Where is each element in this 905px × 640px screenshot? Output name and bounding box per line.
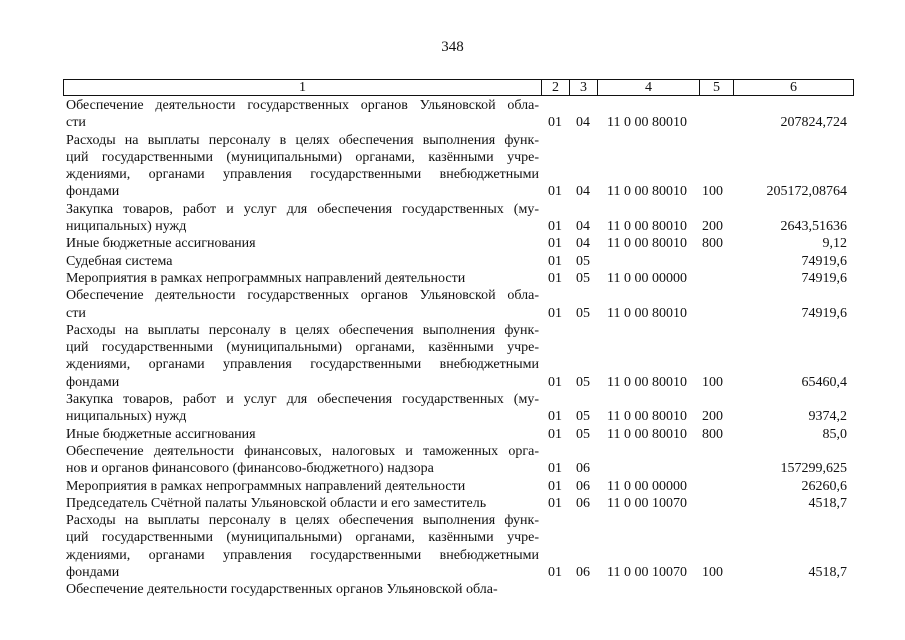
column-header-6: 6	[734, 80, 854, 96]
table-row	[63, 235, 853, 252]
row-target-article: 11 0 00 10070	[607, 495, 687, 511]
row-section-code: 01	[548, 253, 562, 269]
row-expense-type: 100	[702, 184, 723, 200]
row-subsection-code: 04	[576, 115, 590, 131]
row-subsection-code: 06	[576, 478, 590, 494]
column-header-row	[63, 79, 854, 96]
table-row	[63, 495, 853, 512]
row-subsection-code: 05	[576, 409, 590, 425]
row-name-line: Расходы на выплаты персоналу в целях обеспечения выполнения функ-	[66, 513, 539, 529]
row-expense-type: 800	[702, 236, 723, 252]
row-section-code: 01	[548, 374, 562, 390]
row-amount: 4518,7	[808, 495, 847, 511]
table-row	[63, 443, 853, 478]
row-subsection-code: 06	[576, 565, 590, 581]
table-row	[63, 132, 853, 201]
row-name	[63, 512, 541, 581]
row-name	[63, 495, 541, 512]
page-number: 348	[441, 39, 464, 55]
row-amount: 74919,6	[801, 305, 847, 321]
row-section-code: 01	[548, 478, 562, 494]
row-name	[63, 270, 541, 287]
row-name-line: Иные бюджетные ассигнования	[66, 426, 256, 442]
row-name	[63, 253, 541, 270]
row-section-code: 01	[548, 305, 562, 321]
row-expense-type: 800	[702, 426, 723, 442]
row-name-line: Судебная система	[66, 253, 173, 269]
row-target-article: 11 0 00 80010	[607, 184, 687, 200]
row-name	[63, 426, 541, 443]
row-amount: 205172,08764	[766, 184, 847, 200]
row-name-line: ждениями, органами управления государственными внебюджетными	[66, 547, 539, 563]
row-amount: 85,0	[822, 426, 847, 442]
row-target-article: 11 0 00 80010	[607, 236, 687, 252]
row-expense-type: 100	[702, 565, 723, 581]
table-row	[63, 512, 853, 581]
row-name	[63, 478, 541, 495]
row-target-article: 11 0 00 80010	[607, 115, 687, 131]
row-expense-type: 200	[702, 409, 723, 425]
row-target-article: 11 0 00 10070	[607, 565, 687, 581]
row-name	[63, 132, 541, 201]
row-name-line: Мероприятия в рамках непрограммных направлений деятельности	[66, 478, 466, 494]
row-amount: 9374,2	[808, 409, 847, 425]
row-name-line: ций государственными (муниципальными) органами, казёнными учре-	[66, 530, 539, 546]
row-target-article: 11 0 00 80010	[607, 219, 687, 235]
row-name-line: Иные бюджетные ассигнования	[66, 236, 256, 252]
row-name-line: Председатель Счётной палаты Ульяновской области и его заместитель	[66, 495, 487, 511]
column-header-3: 3	[570, 80, 598, 96]
row-amount: 74919,6	[801, 270, 847, 286]
row-subsection-code: 06	[576, 461, 590, 477]
row-expense-type: 100	[702, 374, 723, 390]
row-subsection-code: 05	[576, 426, 590, 442]
row-subsection-code: 05	[576, 253, 590, 269]
row-section-code: 01	[548, 461, 562, 477]
column-header-2: 2	[542, 80, 570, 96]
row-amount: 65460,4	[801, 374, 847, 390]
row-name	[63, 443, 541, 478]
row-amount: 2643,51636	[780, 219, 847, 235]
row-target-article: 11 0 00 00000	[607, 478, 687, 494]
row-name-line: ций государственными (муниципальными) органами, казёнными учре-	[66, 149, 539, 165]
row-name-line: Мероприятия в рамках непрограммных направлений деятельности	[66, 270, 466, 286]
column-header-5: 5	[700, 80, 734, 96]
row-name-line: Расходы на выплаты персоналу в целях обеспечения выполнения функ-	[66, 322, 539, 338]
row-name-line: ниципальных) нужд	[66, 219, 187, 235]
row-name-line: сти	[66, 115, 86, 131]
table-row	[63, 270, 853, 287]
row-name	[63, 201, 541, 236]
table-row	[63, 426, 853, 443]
row-name	[63, 391, 541, 426]
row-amount: 9,12	[822, 236, 847, 252]
row-amount: 4518,7	[808, 565, 847, 581]
row-subsection-code: 05	[576, 305, 590, 321]
row-subsection-code: 04	[576, 236, 590, 252]
row-name	[63, 97, 541, 132]
row-name	[63, 235, 541, 252]
row-section-code: 01	[548, 219, 562, 235]
row-amount: 74919,6	[801, 253, 847, 269]
row-name-line: Закупка товаров, работ и услуг для обеспечения государственных (му-	[66, 392, 539, 408]
table-row	[63, 322, 853, 391]
row-amount: 26260,6	[801, 478, 847, 494]
row-amount: 157299,625	[780, 461, 847, 477]
row-target-article: 11 0 00 80010	[607, 305, 687, 321]
row-section-code: 01	[548, 115, 562, 131]
row-section-code: 01	[548, 270, 562, 286]
row-name-line: фондами	[66, 184, 120, 200]
row-amount: 207824,724	[780, 115, 847, 131]
table-row	[63, 97, 853, 132]
row-name-line: фондами	[66, 374, 120, 390]
row-name-line: ниципальных) нужд	[66, 409, 187, 425]
row-subsection-code: 04	[576, 184, 590, 200]
row-section-code: 01	[548, 426, 562, 442]
row-name-line: Расходы на выплаты персоналу в целях обеспечения выполнения функ-	[66, 132, 539, 148]
row-name-line: нов и органов финансового (финансово-бюджетного) надзора	[66, 461, 434, 477]
row-subsection-code: 04	[576, 219, 590, 235]
table-row	[63, 287, 853, 322]
row-name-line: ждениями, органами управления государственными внебюджетными	[66, 357, 539, 373]
column-header-1: 1	[64, 80, 542, 96]
column-header-4: 4	[598, 80, 700, 96]
row-subsection-code: 05	[576, 270, 590, 286]
row-expense-type: 200	[702, 219, 723, 235]
row-target-article: 11 0 00 80010	[607, 426, 687, 442]
table-row	[63, 391, 853, 426]
row-subsection-code: 06	[576, 495, 590, 511]
table-row	[63, 581, 853, 598]
row-name-line: ций государственными (муниципальными) органами, казёнными учре-	[66, 340, 539, 356]
row-name-line: Обеспечение деятельности государственных органов Ульяновской обла-	[66, 98, 539, 113]
row-section-code: 01	[548, 184, 562, 200]
row-name	[63, 287, 541, 322]
row-target-article: 11 0 00 80010	[607, 374, 687, 390]
row-section-code: 01	[548, 495, 562, 511]
row-name-line: фондами	[66, 565, 120, 581]
row-target-article: 11 0 00 80010	[607, 409, 687, 425]
row-target-article: 11 0 00 00000	[607, 270, 687, 286]
table-row	[63, 478, 853, 495]
row-name-line: ждениями, органами управления государственными внебюджетными	[66, 167, 539, 183]
budget-table-body	[63, 97, 853, 599]
row-name-line: Обеспечение деятельности финансовых, налоговых и таможенных орга-	[66, 443, 539, 459]
row-section-code: 01	[548, 409, 562, 425]
row-section-code: 01	[548, 236, 562, 252]
row-name	[63, 322, 541, 391]
row-name-line: Обеспечение деятельности государственных органов Ульяновской обла-	[66, 288, 539, 304]
table-row	[63, 201, 853, 236]
row-name	[63, 581, 541, 598]
row-subsection-code: 05	[576, 374, 590, 390]
row-name-line: сти	[66, 305, 86, 321]
table-row	[63, 253, 853, 270]
row-section-code: 01	[548, 565, 562, 581]
row-name-line: Закупка товаров, работ и услуг для обеспечения государственных (му-	[66, 201, 539, 217]
row-name-line: Обеспечение деятельности государственных органов Ульяновской обла-	[66, 582, 498, 598]
